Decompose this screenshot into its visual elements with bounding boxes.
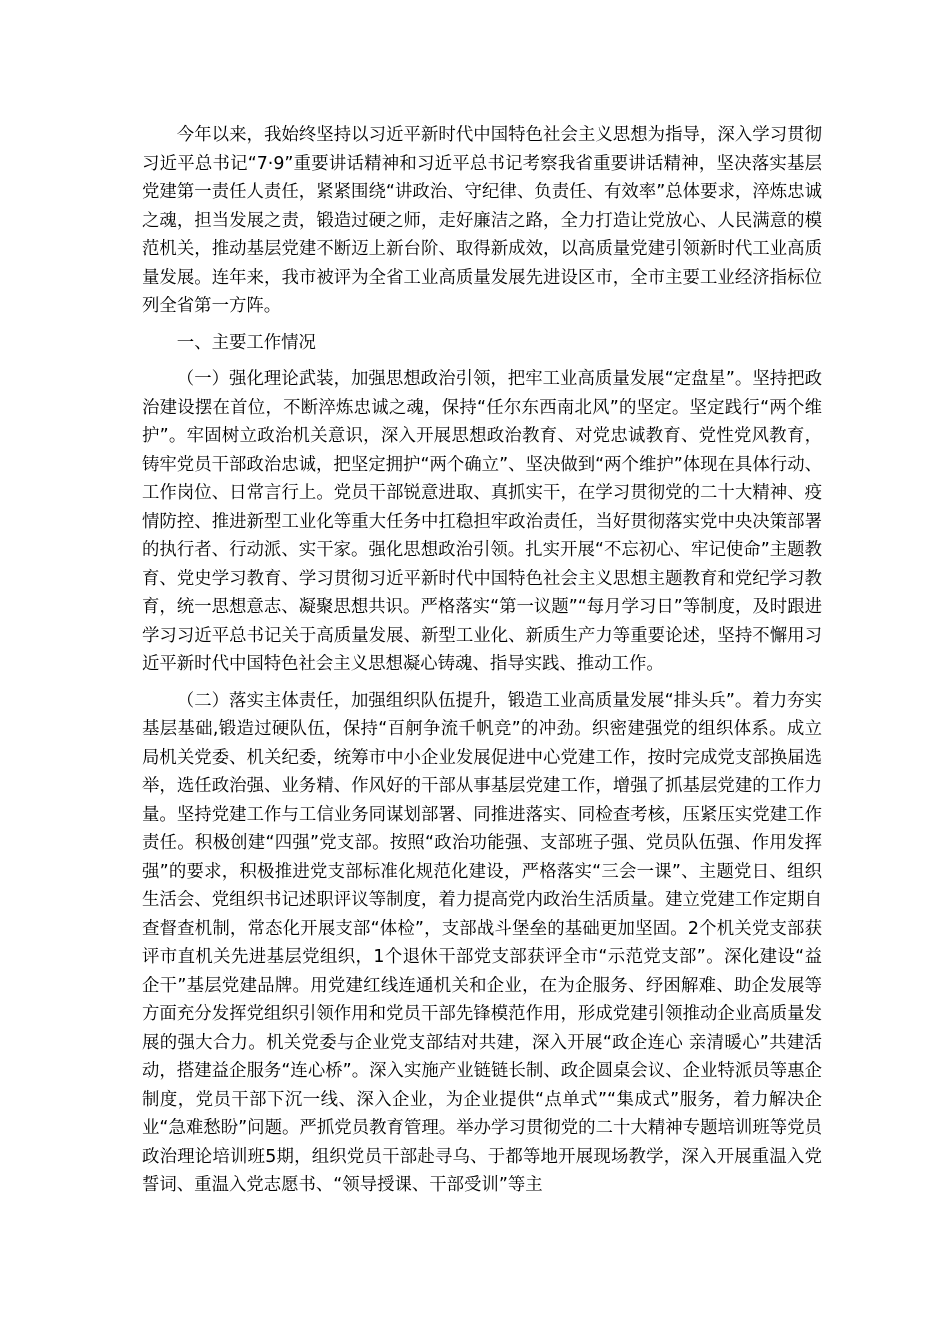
section-heading: 一、主要工作情况: [176, 332, 316, 353]
intro-paragraph: 今年以来，我始终坚持以习近平新时代中国特色社会主义思想为指导，深入学习贯彻习近平总书记“7·9”重要讲话精神和习近平总书记考察我省重要讲话精神，坚决落实基层党建第一责任人责任，紧紧围绕“讲政治、守纪律、负责任、有效率”总体要求，淬炼忠诚之魂，担当发展之责，锻造过硬之师，走好廉洁之路，全力打造让党放心、人民满意的模范机关，推动基层党建不断迈上新台阶、取得新成效，以高质量党建引领新时代工业高质量发展。连年来，我市被评为全省工业高质量发展先进设区市，全市主要工业经济指标位列全省第一方阵。: [142, 125, 822, 316]
paragraph-1: （一）强化理论武装，加强思想政治引领，把牢工业高质量发展“定盘星”。坚持把政治建设摆在首位，不断淬炼忠诚之魂，保持“任尔东西南北风”的坚定。坚定践行“两个维护”。牢固树立政治机关意识，深入开展思想政治教育、对党忠诚教育、党性党风教育，铸牢党员干部政治忠诚，把坚定拥护“两个确立”、坚决做到“两个维护”体现在具体行动、工作岗位、日常言行上。党员干部锐意进取、真抓实干，在学习贯彻党的二十大精神、疫情防控、推进新型工业化等重大任务中扛稳担牢政治责任，当好贯彻落实党中央决策部署的执行者、行动派、实干家。强化思想政治引领。扎实开展“不忘初心、牢记使命”主题教育、党史学习教育、学习贯彻习近平新时代中国特色社会主义思想主题教育和党纪学习教育，统一思想意志、凝聚思想共识。严格落实“第一议题”“每月学习日”等制度，及时跟进学习习近平总书记关于高质量发展、新型工业化、新质生产力等重要论述，坚持不懈用习近平新时代中国特色社会主义思想凝心铸魂、指导实践、推动工作。: [142, 369, 822, 674]
paragraph-2: （二）落实主体责任，加强组织队伍提升，锻造工业高质量发展“排头兵”。着力夯实基层基础,锻造过硬队伍，保持“百舸争流千帆竞”的冲劲。织密建强党的组织体系。成立局机关党委、机关纪委，统筹市中小企业发展促进中心党建工作，按时完成党支部换届选举，选任政治强、业务精、作风好的干部从事基层党建工作，增强了抓基层党建的工作力量。坚持党建工作与工信业务同谋划部署、同推进落实、同检查考核，压紧压实党建工作责任。积极创建“四强”党支部。按照“政治功能强、支部班子强、党员队伍强、作用发挥强”的要求，积极推进党支部标准化规范化建设，严格落实“三会一课”、主题党日、组织生活会、党组织书记述职评议等制度，着力提高党内政治生活质量。建立党建工作定期自查督查机制，常态化开展支部“体检”，支部战斗堡垒的基础更加坚固。2个机关党支部获评市直机关先进基层党组织，1个退休干部党支部获评全市“示范党支部”。深化建设“益企干”基层党建品牌。用党建红线连通机关和企业，在为企服务、纾困解难、助企发展等方面充分发挥党组织引领作用和党员干部先锋模范作用，形成党建引领推动企业高质量发展的强大合力。机关党委与企业党支部结对共建，深入开展“政企连心 亲清暖心”共建活动，搭建益企服务“连心桥”。深入实施产业链链长制、政企圆桌会议、企业特派员等惠企制度，党员干部下沉一线、深入企业，为企业提供“点单式”“集成式”服务，着力解决企业“急难愁盼”问题。严抓党员教育管理。举办学习贯彻党的二十大精神专题培训班等党员政治理论培训班5期，组织党员干部赴寻乌、于都等地开展现场教学，深入开展重温入党誓词、重温入党志愿书、“领导授课、干部受训”等主: [142, 690, 822, 1195]
document-page: [142, 121, 822, 1200]
paragraph-gap: [142, 679, 822, 687]
